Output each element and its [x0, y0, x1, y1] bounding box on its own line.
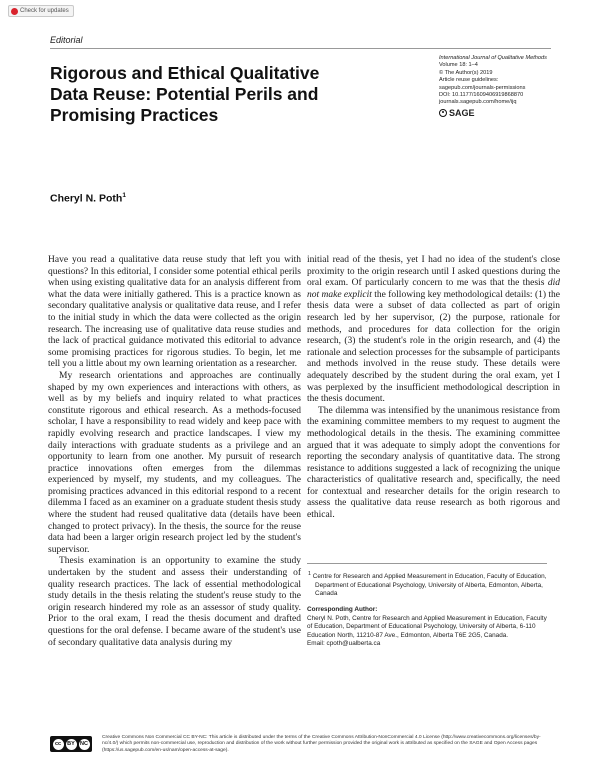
body-text: the following key methodological details: (1) the thesis data were a subset of data collected as part of origin research led by her supervisor, (2) the purpose, rationale for methods, and procedures for data collection for the origin research, (3) the student's role in the origin research, and (4) the rationale and selection processes for the subsample of participants and methods involved in the reuse study. These details were adequately described by the student during the oral exam, yet I was perplexed by the insufficient methodological description in the thesis document.: [307, 289, 560, 405]
affiliation-text: Centre for Research and Applied Measurement in Education, Faculty of Education, Department of Educational Psychology, University of Alberta, Edmonton, Alberta, Canada: [312, 573, 547, 597]
body-emphasis: did not make explicit: [307, 278, 560, 300]
check-updates-label: Check for updates: [20, 8, 69, 14]
doi[interactable]: DOI: 10.1177/1609406919868870: [439, 92, 524, 99]
footnotes: [307, 570, 552, 648]
body-paragraph: My research orientations and approaches are continually shaped by my own experiences and interactions with others, as well as by my beliefs and inquiry related to what practices constitute rigorous and ethical research. As a methods-focused scholar, I have a responsibility to read widely and keep pace with rapidly evolving research and practice landscapes. I view my daily interactions with graduate students as a privilege and an opportunity to learn from one another. My pursuit of research practice innovations often emerges from the dilemmas experienced by myself, my students, and my colleagues. The promising practices advanced in this editorial respond to a recent dilemma I faced as an examiner on a graduate student thesis study where the student had reused qualitative data (details have been changed to protect privacy). In the thesis, the source for the reuse data had been a larger origin research project led by the student's supervisor.: [48, 370, 301, 555]
license-notice: [50, 735, 551, 754]
corresponding-author-address: Cheryl N. Poth, Centre for Research and Applied Measurement in Education, Faculty of Education, Department of Educational Psychology, University of Alberta, 6-110 Education North, 11210-87 Ave., Edmonton, Alberta T6E 2G5, Canada.: [307, 614, 547, 639]
sage-logo-icon: [439, 109, 447, 117]
publisher-logo: [439, 108, 569, 118]
check-updates-icon: [11, 8, 18, 15]
publisher-name: SAGE: [449, 107, 475, 118]
body-right-column: [307, 255, 560, 522]
reuse-guidelines-label: Article reuse guidelines:: [439, 77, 499, 84]
journal-homepage-link[interactable]: journals.sagepub.com/home/ijq: [439, 99, 517, 106]
footnote-divider: [307, 563, 547, 564]
author-name: [50, 192, 126, 205]
journal-copyright: © The Author(s) 2019: [439, 69, 493, 76]
by-symbol: BY: [66, 739, 77, 750]
license-text: Creative Commons Non Commercial CC BY-NC: This article is distributed under the terms of the Creative Commons Attribution-NonCommercial 4.0 License (http://www.creativecommons.org/licenses/by-nc/4.0/) which permits non-commercial use, reproduction and distribution of the work without further permission provided the original work is attributed as specified on the SAGE and Open Access pages (https://us.sagepub.com/en-us/nam/open-access-at-sage).: [102, 735, 541, 753]
affiliation-footnote: [307, 570, 552, 598]
author-name-text: Cheryl N. Poth: [50, 192, 123, 205]
body-paragraph: Have you read a qualitative data reuse study that left you with questions? In this editorial, I consider some potential ethical perils when using existing qualitative data for an analysis different from what the data were initially gathered. This is a practice known as secondary qualitative analysis or qualitative data reuse, and I refer to the initial study in which the data were collected as the origin research. The increasing use of qualitative data reuse studies and the lack of practical guidance motivated this editorial to advance some promising practices for rigorous studies. To begin, let me tell you a little about my own learning orientation as a researcher.: [48, 255, 301, 370]
journal-volume: Volume 18: 1–4: [439, 62, 478, 69]
article-title: Rigorous and Ethical Qualitative Data Reuse: Potential Perils and Promising Practices: [50, 63, 320, 125]
nc-symbol: NC: [79, 739, 90, 750]
body-paragraph: [307, 255, 560, 406]
corresponding-author-heading: Corresponding Author:: [307, 606, 378, 614]
journal-name: International Journal of Qualitative Methods: [439, 55, 547, 61]
affiliation-marker: 1: [308, 571, 311, 577]
body-paragraph: Thesis examination is an opportunity to examine the study undertaken by the student and assess their understanding of quality research practices. The lack of essential methodological study details in the thesis relating the student's reuse study to the origin research hindered my role as an assessor of study quality. Prior to the oral exam, I read the thesis document and drafted questions for the oral defense. I became aware of the student's use of secondary qualitative data analysis during my: [48, 556, 301, 648]
cc-license-icon: [50, 736, 92, 752]
body-left-column: [48, 255, 301, 649]
cc-symbol: cc: [53, 739, 64, 750]
section-label: Editorial: [50, 35, 83, 45]
reuse-guidelines-link[interactable]: sagepub.com/journals-permissions: [439, 84, 526, 91]
author-affiliation-marker: 1: [122, 192, 126, 199]
journal-info: [439, 55, 569, 118]
header-divider: [50, 48, 551, 49]
body-paragraph: The dilemma was intensified by the unanimous resistance from the examining committee members to my request to augment the methodological details in the thesis. The examining committee argued that it was adequate to simply adopt the conventions for reporting the secondary analysis of quantitative data. The strong resistance to additions suggested a lack of recognizing the unique characteristics of qualitative research and, specifically, the need for contextual and researcher details for the origin research to assess the qualitative data reuse research as both rigorous and ethical.: [307, 405, 560, 521]
body-text: initial read of the thesis, yet I had no idea of the student's close proximity to the origin research until I asked questions during the oral exam. Of particularly concern to me was that the thesis: [307, 255, 560, 289]
check-for-updates-badge[interactable]: [8, 5, 74, 17]
corresponding-author-email[interactable]: Email: cpoth@ualberta.ca: [307, 639, 381, 647]
